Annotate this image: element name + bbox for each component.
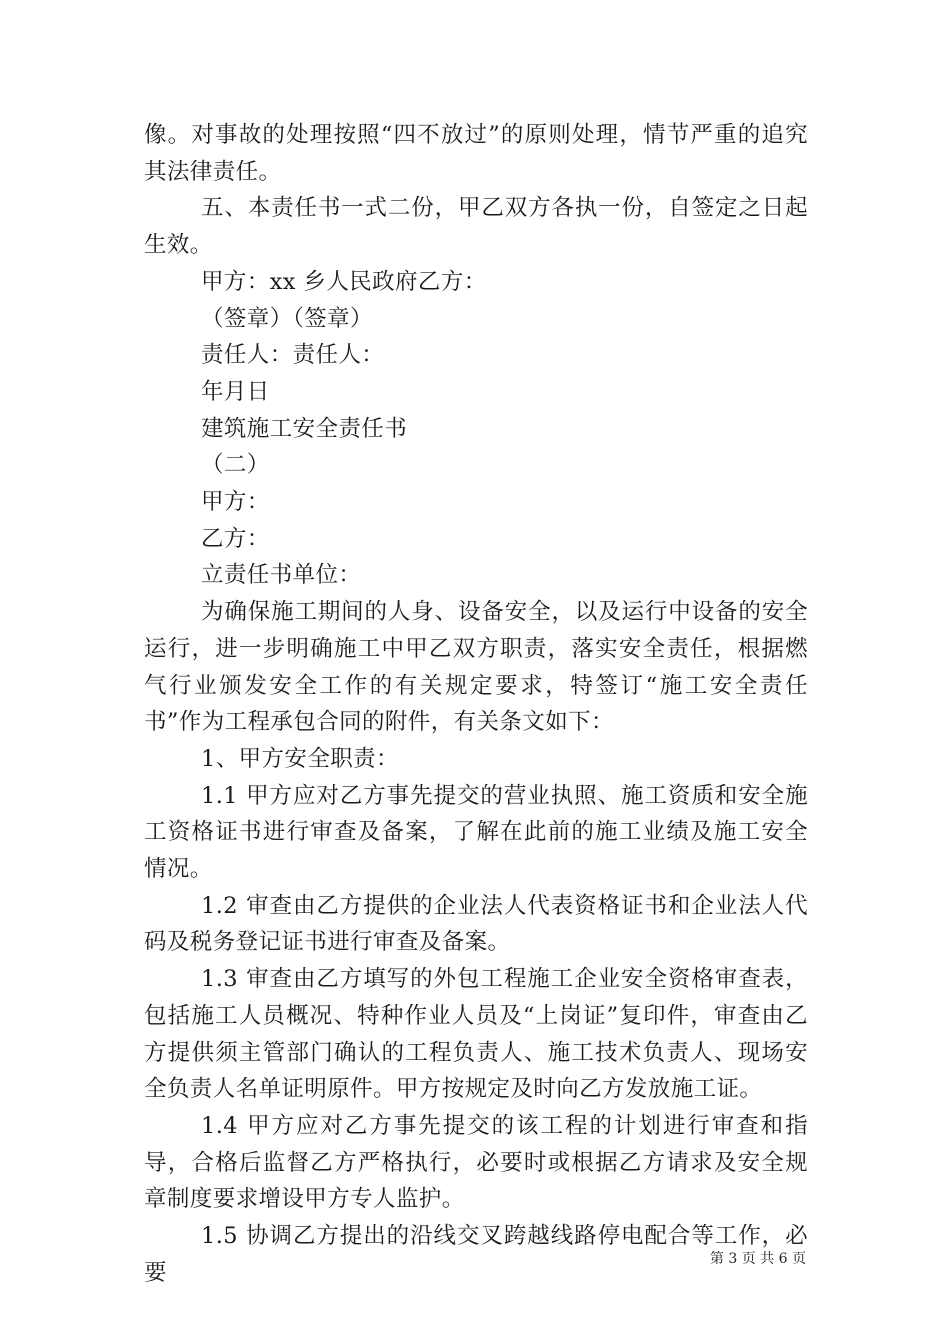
paragraph: 五、本责任书一式二份，甲乙双方各执一份，自签定之日起生效。 (144, 195, 808, 259)
clause-1-4: 1.4 甲方应对乙方事先提交的该工程的计划进行审查和指导，合格后监督乙方严格执行，必要时或根据乙方请求及安全规章制度要求增设甲方专人监护。 (144, 1112, 808, 1213)
clause-1-1: 1.1 甲方应对乙方事先提交的营业执照、施工资质和安全施工资格证书进行审查及备案，了解在此前的施工业绩及施工安全情况。 (144, 782, 808, 883)
document-body (144, 117, 808, 1292)
signature-seal-line: （签章）（签章） (201, 305, 373, 332)
signature-responsible-line: 责任人：责任人： (201, 342, 385, 369)
party-b-line: 乙方： (201, 525, 270, 552)
paragraph: 像。对事故的处理按照“四不放过”的原则处理，情节严重的追究其法律责任。 (144, 122, 808, 185)
party-a-line: 甲方： (201, 489, 270, 516)
clause-heading: 1、甲方安全职责： (201, 745, 399, 772)
issuing-unit-line: 立责任书单位： (201, 562, 362, 589)
signature-party-line: 甲方：xx 乡人民政府乙方： (201, 268, 487, 295)
clause-1-5: 1.5 协调乙方提出的沿线交叉跨越线路停电配合等工作，必要 (144, 1223, 808, 1286)
paragraph: 为确保施工期间的人身、设备安全，以及运行中设备的安全运行，进一步明确施工中甲乙双方职责，落实安全责任，根据燃气行业颁发安全工作的有关规定要求，特签订“施工安全责任书”作为工程承包合同的附件，有关条文如下： (144, 599, 808, 736)
clause-1-3: 1.3 审查由乙方填写的外包工程施工企业安全资格审查表，包括施工人员概况、特种作业人员及“上岗证”复印件，审查由乙方提供须主管部门确认的工程负责人、施工技术负责人、现场安全负责人名单证明原件。甲方按规定及时向乙方发放施工证。 (144, 966, 808, 1103)
section-subtitle: （二） (201, 452, 270, 479)
section-title: 建筑施工安全责任书 (201, 415, 408, 442)
page-number: 第 3 页 共 6 页 (709, 1251, 806, 1267)
clause-1-2: 1.2 审查由乙方提供的企业法人代表资格证书和企业法人代码及税务登记证书进行审查及备案。 (144, 892, 808, 956)
signature-date-line: 年月日 (201, 378, 270, 405)
